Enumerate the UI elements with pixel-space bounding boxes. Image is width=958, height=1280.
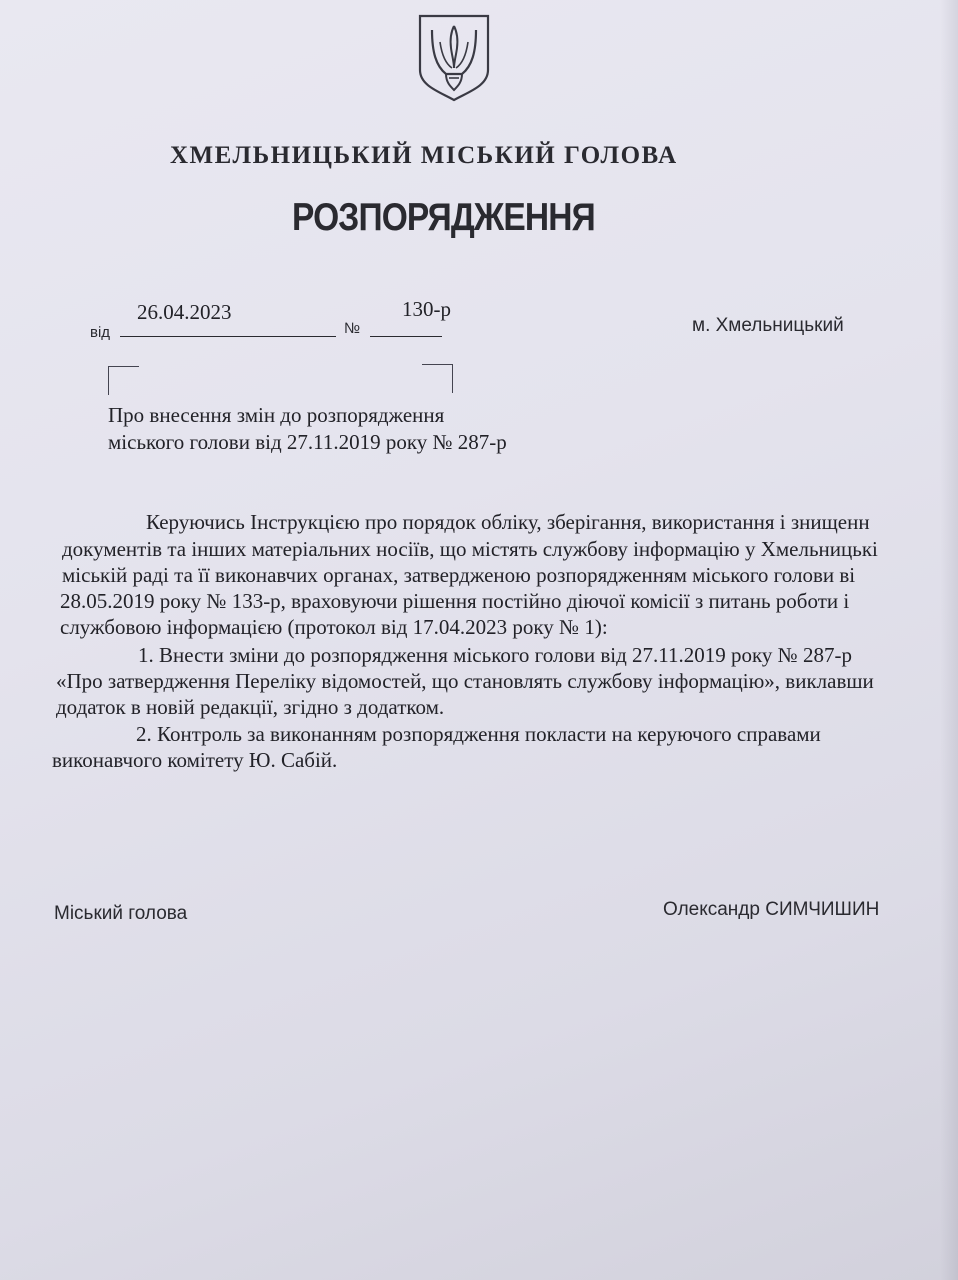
signatory-name: Олександр СИМЧИШИН bbox=[663, 899, 880, 920]
subject-bracket-right bbox=[422, 364, 453, 393]
body-line: службовою інформацією (протокол від 17.04.2023 року № 1): bbox=[60, 615, 608, 639]
number-underline bbox=[370, 336, 442, 337]
body-line: 2. Контроль за виконанням розпорядження покласти на керуючого справами bbox=[136, 722, 821, 746]
body-line: Керуючись Інструкцією про порядок обліку, зберігання, використання і знищенн bbox=[146, 510, 870, 534]
body-line: «Про затвердження Переліку відомостей, що становлять службову інформацію», виклавши bbox=[56, 669, 874, 693]
subject-line: міського голови від 27.11.2019 року № 287-р bbox=[108, 430, 507, 454]
document-type-title: РОЗПОРЯДЖЕННЯ bbox=[292, 196, 595, 239]
body-line: виконавчого комітету Ю. Сабій. bbox=[52, 748, 338, 772]
date-value: 26.04.2023 bbox=[137, 300, 232, 324]
subject-block bbox=[108, 402, 507, 456]
date-underline bbox=[120, 336, 336, 337]
signatory-position: Міський голова bbox=[54, 903, 188, 924]
number-label: № bbox=[344, 320, 361, 337]
body-line: 1. Внести зміни до розпорядження міського голови від 27.11.2019 року № 287-р bbox=[138, 643, 852, 667]
subject-bracket-left bbox=[108, 366, 139, 395]
issuing-authority: ХМЕЛЬНИЦЬКИЙ МІСЬКИЙ ГОЛОВА bbox=[170, 142, 678, 169]
city-name: м. Хмельницький bbox=[692, 315, 844, 336]
body-line: 28.05.2019 року № 133-р, враховуючи рішення постійно діючої комісії з питань роботи і bbox=[60, 589, 850, 613]
body-line: міській раді та її виконавчих органах, затвердженою розпорядженням міського голови ві bbox=[62, 563, 856, 587]
number-value: 130-р bbox=[402, 297, 451, 321]
subject-line: Про внесення змін до розпорядження bbox=[108, 403, 445, 427]
body-line: документів та інших матеріальних носіїв, що містять службову інформацію у Хмельницькі bbox=[62, 537, 878, 561]
body-line: додаток в новій редакції, згідно з додатком. bbox=[56, 695, 445, 719]
trident-emblem-icon bbox=[416, 12, 492, 102]
date-label: від bbox=[90, 324, 111, 341]
paper-edge-shadow bbox=[940, 0, 958, 1280]
